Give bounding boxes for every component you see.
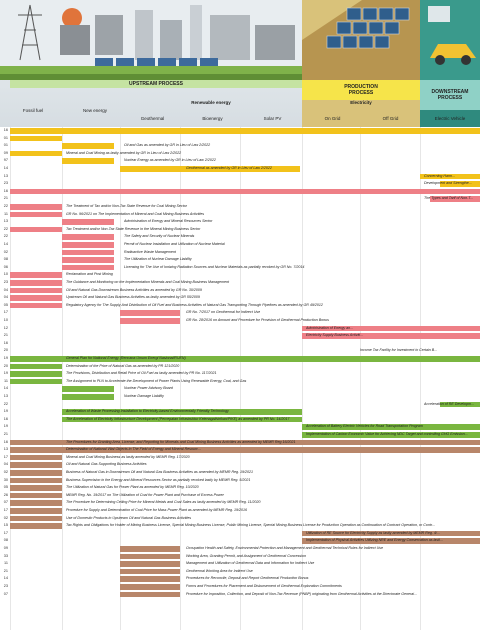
row-number: 23 xyxy=(3,181,8,186)
regulation-label: The Assignment to PLN to Accelerate the Development of Power Plants Using Renewable Energy, Coal, and Gas xyxy=(66,378,247,383)
row-number: 23 xyxy=(3,584,8,588)
row-number: 01 xyxy=(3,143,8,148)
regulation-bar xyxy=(10,364,62,370)
regulation-row xyxy=(0,423,480,431)
row-number: 10 xyxy=(3,318,8,322)
row-number: 19 xyxy=(3,409,8,414)
regulation-bar xyxy=(10,462,62,468)
regulation-label: Tax Treatment and/or Non-Tax State Revenue in the Mineral Mining Business Sector xyxy=(66,226,201,231)
regulation-bar xyxy=(62,386,114,392)
regulation-row xyxy=(0,157,480,165)
regulation-label: Nuclear Damage Liability xyxy=(124,394,164,398)
regulation-row xyxy=(0,233,480,241)
row-number: 21 xyxy=(3,432,8,436)
row-number: 16 xyxy=(3,416,8,421)
production-band xyxy=(302,80,420,100)
regulation-row xyxy=(0,325,480,333)
regulation-bar xyxy=(10,189,480,195)
regulation-row xyxy=(0,256,480,264)
row-number: 17 xyxy=(3,530,8,535)
regulation-bar xyxy=(10,303,62,309)
regulation-row xyxy=(0,401,480,409)
regulation-bar xyxy=(120,310,180,316)
regulation-row xyxy=(0,439,480,447)
column-geothermal: Geothermal xyxy=(140,116,165,121)
regulation-row xyxy=(0,188,480,196)
row-number: 07 xyxy=(3,591,8,596)
regulation-label: Mineral and Coal Mining Business as lastly amended by MEMR Reg. 17/2020 xyxy=(66,454,190,459)
row-number: 22 xyxy=(3,234,8,239)
regulation-bar xyxy=(62,158,114,164)
regulation-label: GR No. 7/2017 on Geothermal for Indirect Use xyxy=(186,310,261,315)
regulation-bar xyxy=(62,242,114,248)
row-number: 11 xyxy=(4,211,8,216)
regulation-label: Business of Natural Gas in Downstream Oil and Natural Gas Business Activities as amended by MEMR Reg. 19/2021 xyxy=(66,470,254,474)
renewable-group-label: Renewable energy xyxy=(191,100,231,105)
regulation-bar xyxy=(120,592,180,598)
regulation-row xyxy=(0,461,480,469)
row-number: 97 xyxy=(3,158,8,163)
regulation-label: Determination of National Vital Objects in The Field of Energy and Mineral Resourc... xyxy=(66,447,201,452)
regulation-row xyxy=(0,203,480,211)
regulation-row xyxy=(0,363,480,371)
row-number: 04 xyxy=(3,462,8,467)
regulation-bar xyxy=(10,485,62,491)
regulation-bar xyxy=(10,288,62,294)
regulation-bar xyxy=(10,455,62,461)
row-number: 02 xyxy=(3,470,8,474)
row-number: 11 xyxy=(4,378,8,383)
regulation-row xyxy=(0,317,480,325)
row-number: 21 xyxy=(3,568,8,573)
regulation-bar xyxy=(62,257,114,263)
column-solar-pv: Solar PV xyxy=(263,116,282,121)
regulation-row xyxy=(0,560,480,568)
row-number: 17 xyxy=(3,454,8,459)
regulation-row xyxy=(0,484,480,492)
column-on-grid: On Grid xyxy=(324,116,341,121)
regulation-bar xyxy=(10,523,62,529)
regulation-row xyxy=(0,173,480,181)
regulation-bar xyxy=(10,516,62,522)
row-number: 13 xyxy=(3,394,8,398)
row-number: 07 xyxy=(3,500,8,505)
regulation-label: Procedure for Imposition, Collection, and Deposit of Non-Tax Revenue (PNBP) originating from Geothermal Activities at the Directorate Generai... xyxy=(186,591,418,596)
row-number: 04 xyxy=(3,287,8,292)
regulation-bar xyxy=(10,136,62,142)
row-number: 09 xyxy=(3,546,8,550)
regulation-row xyxy=(0,142,480,150)
regulation-row xyxy=(0,477,480,485)
regulation-label: Development and Strengthe... xyxy=(424,181,472,186)
regulation-row xyxy=(0,408,480,416)
row-number: 04 xyxy=(3,295,8,300)
row-number: 16 xyxy=(3,188,8,193)
regulation-label: Procedure for Supply and Determination of Coal Price for Mass Power Plant as amended by MEMR Reg. 19/2016 xyxy=(66,508,247,512)
regulation-bar xyxy=(10,379,62,385)
row-number: 14 xyxy=(3,242,8,246)
row-number: 30 xyxy=(3,477,8,482)
regulation-label: Electricity Supply Business Activiti... xyxy=(306,333,364,338)
regulation-bar xyxy=(62,219,114,225)
regulation-label: Regulatory Agency for The Supply And Distribution of Oil Fuel and Business Activities of Natural Gas Transporting Through Pipelines as amended by GR 49/2012 xyxy=(66,302,323,307)
regulation-bar xyxy=(10,478,62,484)
row-number: 01 xyxy=(3,135,8,140)
regulation-label: Implementation of Carbon Economic Value for Achieving NDC Target and controlling GHG Emission... xyxy=(306,432,468,436)
upstream-band xyxy=(10,80,302,88)
header-illustration xyxy=(0,0,480,127)
regulation-row xyxy=(0,499,480,507)
regulation-label: Reclamation and Post Mining xyxy=(66,272,113,277)
regulation-label: Acceleration of Battery Electric Vehicles for Road Transportation Program xyxy=(306,424,423,429)
regulation-row xyxy=(0,279,480,287)
regulation-bar xyxy=(62,265,114,271)
column-bioenergy: Bioenergy xyxy=(202,116,223,121)
regulation-row xyxy=(0,287,480,295)
row-number: 19 xyxy=(3,371,8,376)
regulation-row xyxy=(0,370,480,378)
regulation-row xyxy=(0,347,480,355)
regulation-label: Working Area, Granting Permit, and Assignment of Geothermal Concession xyxy=(186,553,306,558)
row-number: 22 xyxy=(3,401,8,406)
row-number: 12 xyxy=(3,325,8,330)
regulation-row xyxy=(0,127,480,135)
row-number: 13 xyxy=(3,219,8,224)
regulation-row xyxy=(0,568,480,576)
regulation-row xyxy=(0,545,480,553)
column-fossil: Fossil fuel xyxy=(22,108,44,113)
regulation-label: The Provisions, Distribution and Retail Price of Oil Fuel as lastly amended by PR No. 117/2021 xyxy=(66,371,217,376)
regulation-row xyxy=(0,393,480,401)
regulation-bar xyxy=(120,561,180,567)
regulation-label: Geothermal Working Area for Indirect Use xyxy=(186,568,253,573)
production-illustration xyxy=(302,0,420,127)
row-number: 14 xyxy=(3,576,8,581)
regulation-label: Use of Domestic Products in Upstream Oil and Natural Gas Business Activities xyxy=(66,515,192,520)
regulation-row xyxy=(0,507,480,515)
regulation-label: The Procedure for Determining Ceiling Price for Mineral Metals and Coal Sales as lastly amended by MEMR Reg. 11/2020 xyxy=(66,500,261,505)
regulation-label: Determination of the Price of Natural Gas as amended by PR 121/2020 xyxy=(66,363,180,368)
row-number: 14 xyxy=(3,166,8,170)
regulation-label: Acceleration of RE Developm... xyxy=(424,401,474,406)
regulation-row xyxy=(0,416,480,424)
regulation-row xyxy=(0,211,480,219)
regulation-row xyxy=(0,537,480,545)
row-number: 02 xyxy=(3,249,8,254)
row-number: 19 xyxy=(3,356,8,360)
row-number: 33 xyxy=(3,553,8,558)
regulation-bar xyxy=(10,493,62,499)
regulation-label: The Safety and Security of Nuclear Minerals xyxy=(124,234,195,239)
electricity-group-label: Electricity xyxy=(350,100,372,105)
regulation-row xyxy=(0,355,480,363)
regulation-bar xyxy=(10,500,62,506)
row-number: 16 xyxy=(3,439,8,444)
regulation-label: Management and Utilization of Geothermal Data and Information for Indirect Use xyxy=(186,561,315,566)
regulation-row xyxy=(0,385,480,393)
electric-vehicle-icon xyxy=(420,0,480,80)
regulation-bar xyxy=(10,272,62,278)
regulation-label: Upstream Oil and Natural Gas Business Activities as lastly amended by GR 55/2009 xyxy=(66,295,200,300)
row-number: 11 xyxy=(4,561,8,566)
row-number: 17 xyxy=(3,508,8,512)
column-electric-vehicle: Electric Vehicle xyxy=(434,116,466,121)
regulation-row xyxy=(0,241,480,249)
regulation-label: Administration of Energy an... xyxy=(306,325,354,330)
regulation-rows xyxy=(0,127,480,630)
regulation-label: Forms and Procedures for Placement and Disbursement of Geothermal Exploration Commitments xyxy=(186,584,342,588)
regulation-row xyxy=(0,583,480,591)
row-number: 22 xyxy=(3,204,8,208)
regulation-row xyxy=(0,309,480,317)
row-number: 13 xyxy=(3,447,8,452)
regulation-label: Implementation of Physical Activities Utilizing NRE and Energy Conservation as lastl... xyxy=(306,538,443,543)
regulation-row xyxy=(0,226,480,234)
regulation-bar xyxy=(62,394,114,400)
regulation-label: Radioactive Waste Management xyxy=(124,249,176,254)
regulation-row xyxy=(0,454,480,462)
row-number: 21 xyxy=(3,333,8,338)
row-number: 16 xyxy=(3,128,8,132)
row-number: 15 xyxy=(3,523,8,528)
regulation-label: Licensing for The Use of Ionizing Radiation Sources and Nuclear Materials as partially revoked by GR No. 7/2014 xyxy=(124,264,305,269)
regulation-label: Oil and Gas as amended by GR in Lieu of Law 2/2022 xyxy=(124,143,211,148)
solar-roof-icon xyxy=(302,0,420,80)
row-number: 09 xyxy=(3,150,8,155)
regulation-row xyxy=(0,165,480,173)
regulation-label: Administration of Energy and Mineral Resources Sector xyxy=(124,219,213,224)
regulation-row xyxy=(0,591,480,599)
regulation-label: Concerning Harm... xyxy=(424,173,456,178)
regulation-row xyxy=(0,378,480,386)
regulation-bar xyxy=(10,280,62,286)
regulation-row xyxy=(0,271,480,279)
regulation-row xyxy=(0,249,480,257)
column-off-grid: Off Grid xyxy=(382,116,399,121)
regulation-label: Nuclear Energy as amended by GR in Lieu of Law 2/2022 xyxy=(124,158,216,163)
regulation-label: The Guidance and Monitoring on the Implementation Minerals and Coal Mining Business Management xyxy=(66,280,230,284)
regulation-row xyxy=(0,135,480,143)
regulation-label: The Procedures for Granting Area, License, and Reporting for Minerals and Coal Mining Business Activities as amended by MEMR Reg 16/2021 xyxy=(66,439,296,444)
regulation-row xyxy=(0,575,480,583)
regulation-label: The Acceleration of Electricity Infrastructure Development (Percepatan Infrastruktur Ketenagalistrikan/PIKE) as amended by PR No. 14/2017 xyxy=(66,416,290,421)
row-number: 05 xyxy=(3,302,8,307)
row-number: 20 xyxy=(3,363,8,368)
row-number: 08 xyxy=(3,538,8,543)
regulation-label: Oil and Natural Gas Supporting Business Activities xyxy=(66,462,147,467)
regulation-label: GR No. 28/2016 on Amount and Procedure for Provision of Geothermal Production Bonus xyxy=(186,318,329,322)
regulation-bar xyxy=(10,227,62,233)
regulation-row xyxy=(0,294,480,302)
regulation-bar xyxy=(10,508,62,514)
regulation-label: Permit of Nuclear Installation and Utilization of Nuclear Material xyxy=(124,242,225,246)
row-number: 22 xyxy=(3,226,8,231)
regulation-label: Procedures for Reconcile, Deposit and Report Geothermal Production Bonus xyxy=(186,576,309,581)
regulation-label: The Types and Tarif of Non-T... xyxy=(424,196,474,201)
regulation-row xyxy=(0,530,480,538)
regulation-label: The Treatment of Tax and/or Non-Tax State Revenue for Coal Mining Sector xyxy=(66,204,187,208)
regulation-bar xyxy=(120,546,180,552)
regulation-bar xyxy=(10,470,62,476)
regulation-row xyxy=(0,195,480,203)
regulation-bar xyxy=(10,371,62,377)
regulation-bar xyxy=(120,318,180,324)
regulation-row xyxy=(0,218,480,226)
upstream-label: UPSTREAM PROCESS xyxy=(129,81,183,87)
regulation-label: Acceleration of Waste Processing Installation to Electricity-based Environmentally Friendly Technology xyxy=(66,409,229,414)
row-number: 13 xyxy=(3,173,8,178)
regulation-bar xyxy=(62,143,114,149)
regulation-label: Occupation Health and Safety, Environmental Protection and Management and Geothermal Technical Rules for Indirect Use xyxy=(186,546,383,550)
row-number: 20 xyxy=(3,348,8,353)
regulation-row xyxy=(0,332,480,340)
row-number: 19 xyxy=(3,424,8,429)
column-new-energy: New energy xyxy=(82,108,107,113)
regulation-label: Oil and Natural Gas Downstream Business Activities as amended by GR No. 30/2009 xyxy=(66,287,202,292)
row-number: 14 xyxy=(3,386,8,391)
regulation-bar xyxy=(10,295,62,301)
row-number: 08 xyxy=(3,257,8,262)
regulation-row xyxy=(0,515,480,523)
regulation-bar xyxy=(10,212,62,218)
regulation-label: GR No. 96/2021 on The Implementation of Mineral and Coal Mining Business Activities xyxy=(66,211,205,216)
row-number: 17 xyxy=(3,310,8,315)
regulation-bar xyxy=(120,576,180,582)
regulation-label: The Utilization of Natural Gas for Power Plant as amended by MEMR Reg. 10/2020 xyxy=(66,485,199,490)
regulation-bar xyxy=(10,151,62,157)
regulation-bar xyxy=(120,584,180,590)
regulation-row xyxy=(0,431,480,439)
regulation-label: Utilization of RE Source for Electricity Supply as lastly amended by MEMR Reg. 4/... xyxy=(306,530,440,535)
row-number: 05 xyxy=(3,485,8,490)
downstream-band xyxy=(420,80,480,110)
regulation-label: MEMR Reg. No. 19/2017 on The Utilization of Coal for Power Plant and Purchase of Excess Power xyxy=(66,492,224,497)
row-number: 10 xyxy=(3,272,8,277)
regulation-row xyxy=(0,446,480,454)
regulation-label: Geothermal as amended by GR in Lieu of Law 2/2022 xyxy=(186,166,272,170)
regulation-label: Tax Rights and Obligations for Holder of Mining Business License, Special Mining Business License, Public Mining License, Special Mining Business License for Production Operation as Continuation of Contract Operation, or Contr... xyxy=(66,523,435,528)
downstream-label: DOWNSTREAM PROCESS xyxy=(431,89,469,101)
regulation-bar xyxy=(62,234,114,240)
regulation-row xyxy=(0,492,480,500)
regulation-label: The Utilization of Nuclear Damage Liability xyxy=(124,257,192,262)
regulation-bar xyxy=(120,569,180,575)
regulation-row xyxy=(0,264,480,272)
row-number: 02 xyxy=(3,515,8,520)
regulation-row xyxy=(0,180,480,188)
row-number: 16 xyxy=(3,340,8,345)
regulation-bar xyxy=(10,128,480,134)
regulation-bar xyxy=(120,554,180,560)
regulation-row xyxy=(0,340,480,348)
regulation-label: General Plan for National Energy (Rencana Umum Energi Nasional/RUEN) xyxy=(66,356,186,360)
regulation-row xyxy=(0,469,480,477)
regulation-row xyxy=(0,302,480,310)
regulation-row xyxy=(0,553,480,561)
regulation-row xyxy=(0,150,480,158)
regulation-label: Mineral and Coal Mining as lastly amended by GR in Lieu of Law 2/2022 xyxy=(66,150,182,155)
regulation-label: Nuclear Power Advisory Board xyxy=(124,386,173,391)
regulation-bar xyxy=(62,250,114,256)
regulation-row xyxy=(0,522,480,530)
regulation-bar xyxy=(10,204,62,210)
row-number: 23 xyxy=(3,280,8,284)
production-label: PRODUCTION PROCESS xyxy=(344,84,378,96)
regulation-label: Income Tax Facility for Investment in Certain B... xyxy=(360,348,438,353)
row-number: 26 xyxy=(3,492,8,497)
row-number: 06 xyxy=(3,264,8,269)
regulation-label: Business Supervision in the Energy and Mineral Resources Sector as partially revoked lastly by MEMR Reg. 5/2021 xyxy=(66,477,251,482)
row-number: 21 xyxy=(3,196,8,201)
